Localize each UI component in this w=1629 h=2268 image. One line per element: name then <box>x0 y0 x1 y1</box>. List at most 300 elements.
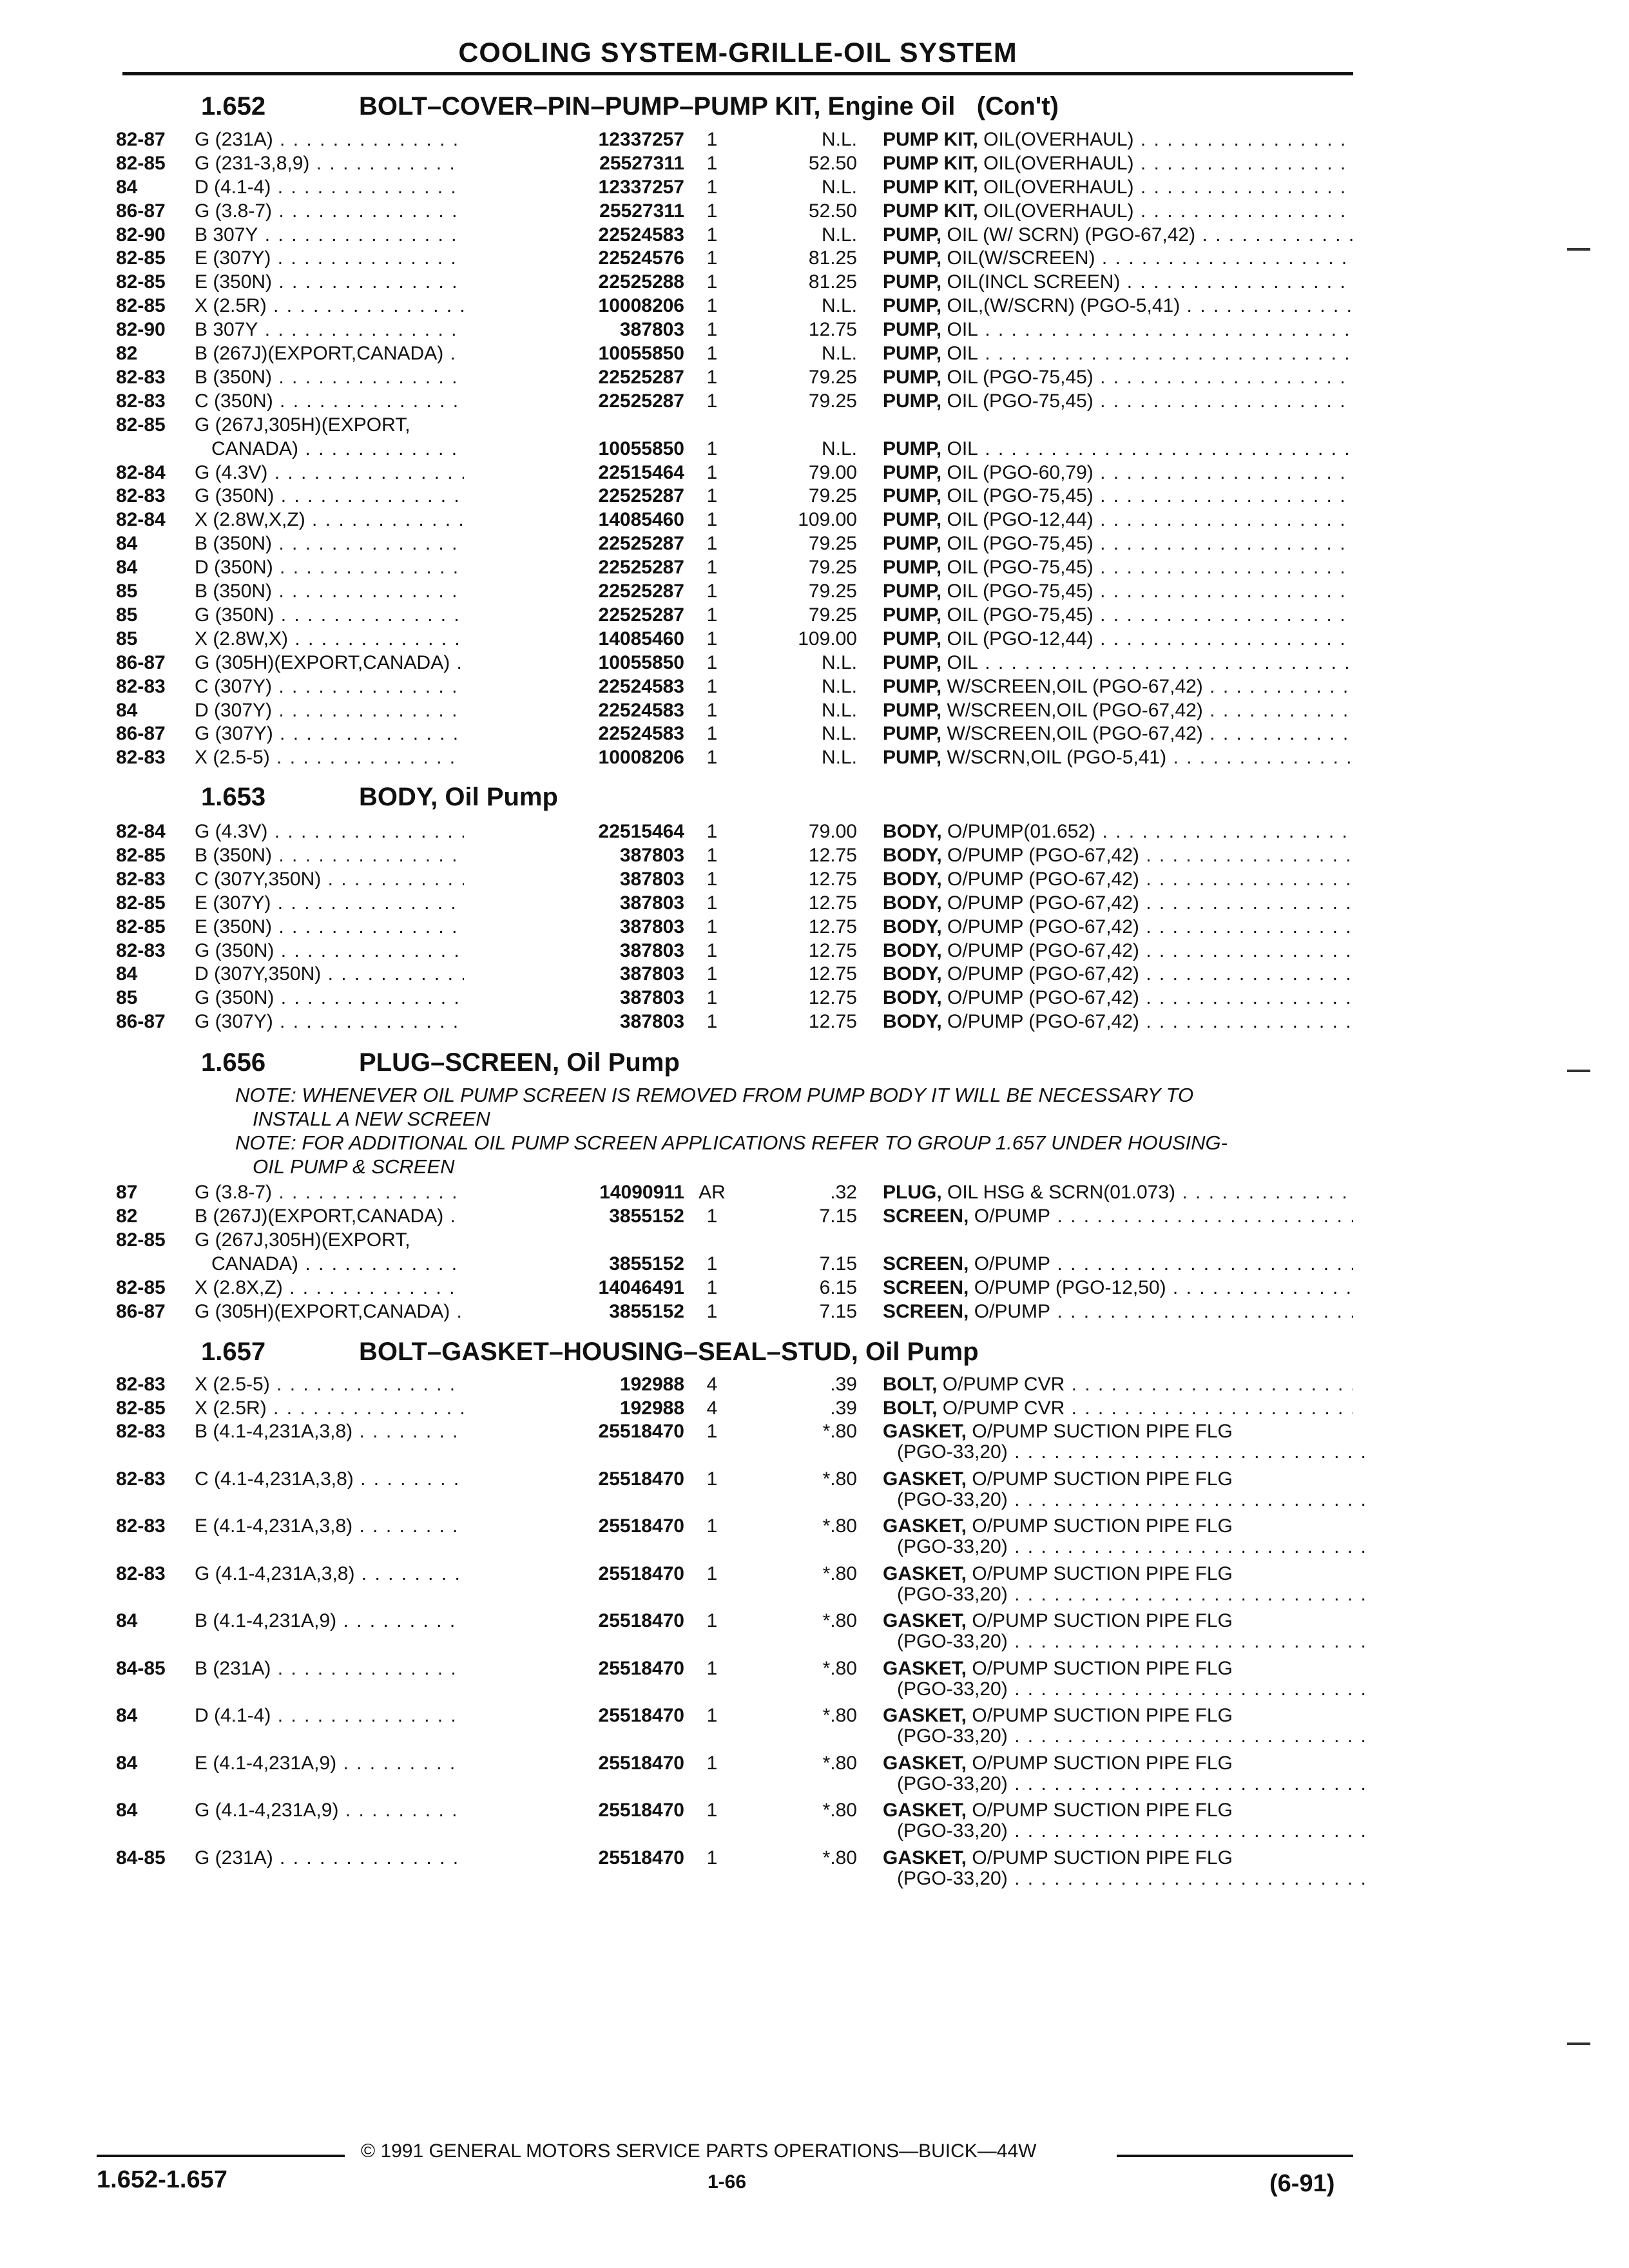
row-description-continuation: (PGO-33,20) . . . <box>897 1440 1367 1464</box>
row-description <box>883 651 1353 675</box>
row-description <box>883 579 1353 603</box>
row-application: G (305H)(EXPORT,CANADA) . . . <box>195 651 562 675</box>
table-row <box>0 820 1629 843</box>
row-quantity: AR <box>699 1182 726 1203</box>
row-description-keyword: SCREEN, <box>883 1277 969 1298</box>
row-part-number: 387803 <box>464 962 684 986</box>
row-application: G (350N) . . . <box>195 939 562 963</box>
row-quantity: 1 <box>706 509 718 530</box>
row-description-text: O/PUMP SUCTION PIPE FLG <box>967 1753 1233 1774</box>
table-row <box>0 555 1629 579</box>
row-description-keyword: PUMP, <box>883 747 942 768</box>
row-year: 84 <box>116 1705 138 1726</box>
row-price: N.L. <box>821 747 857 768</box>
row-application: G (350N) . . . <box>195 484 562 508</box>
section-note: NOTE: FOR ADDITIONAL OIL PUMP SCREEN APPLICATIONS REFER TO GROUP 1.657 UNDER HOUSING- <box>235 1131 1228 1154</box>
row-description-keyword: GASKET, <box>883 1658 967 1679</box>
row-description <box>883 986 1353 1010</box>
row-part-number: 387803 <box>464 1010 684 1033</box>
section-title-main: BOLT–COVER–PIN–PUMP–PUMP <box>359 92 768 120</box>
row-part-number: 387803 <box>464 986 684 1010</box>
row-price: 12.75 <box>808 916 857 937</box>
row-description <box>883 246 1353 270</box>
table-row <box>0 1276 1629 1300</box>
row-description <box>883 1300 1353 1323</box>
row-description-text: O/PUMP SUCTION PIPE FLG <box>967 1847 1233 1869</box>
row-application: X (2.5R) . . . <box>195 1396 562 1420</box>
row-description <box>883 603 1353 627</box>
row-description-continuation: (PGO-33,20) . . . <box>897 1535 1367 1559</box>
row-application: B (350N) . . . <box>195 579 562 603</box>
row-description-keyword: PUMP, <box>883 485 942 506</box>
row-quantity: 1 <box>706 604 718 626</box>
row-quantity: 1 <box>706 319 718 340</box>
row-part-number: 12337257 <box>464 128 684 151</box>
table-row-continuation <box>0 1535 1629 1559</box>
row-description <box>883 1010 1353 1033</box>
table-row <box>0 1252 1629 1276</box>
row-year: 82-83 <box>116 485 166 506</box>
row-quantity: 1 <box>706 247 718 269</box>
row-year: 82-85 <box>116 153 166 174</box>
row-price: N.L. <box>821 343 857 364</box>
row-description <box>883 675 1353 698</box>
row-application: B (4.1-4,231A,9) . . . <box>195 1609 562 1633</box>
row-part-number: 387803 <box>464 915 684 939</box>
row-price: 7.15 <box>819 1301 857 1322</box>
page-title: COOLING SYSTEM-GRILLE-OIL SYSTEM <box>458 37 1017 68</box>
row-quantity: 1 <box>706 676 718 697</box>
row-description <box>883 175 1353 199</box>
row-application: X (2.8W,X) . . . <box>195 627 562 651</box>
row-price: 79.25 <box>808 485 857 506</box>
table-row <box>0 1300 1629 1323</box>
row-description <box>883 199 1353 223</box>
row-quantity: 1 <box>706 485 718 506</box>
row-part-number: 14046491 <box>464 1276 684 1300</box>
row-description-keyword: SCREEN, <box>883 1206 969 1227</box>
row-price: 79.00 <box>808 821 857 842</box>
row-description-text: O/PUMP (PGO-67,42) <box>941 845 1139 866</box>
row-part-number: 22524583 <box>464 698 684 722</box>
row-part-number: 387803 <box>464 891 684 915</box>
row-part-number: 3855152 <box>464 1300 684 1323</box>
row-description-text: O/PUMP SUCTION PIPE FLG <box>967 1563 1233 1584</box>
row-part-number: 22525287 <box>464 532 684 555</box>
row-application: G (305H)(EXPORT,CANADA) . . . <box>195 1300 562 1323</box>
table-row <box>0 128 1629 151</box>
row-application: X (2.5R) . . . <box>195 294 562 318</box>
row-description-text: OIL,(W/SCRN) (PGO-5,41) <box>941 295 1181 316</box>
row-part-number: 387803 <box>464 318 684 341</box>
row-application: C (307Y) . . . <box>195 675 562 698</box>
row-part-number: 10055850 <box>464 341 684 365</box>
row-description-continuation: (PGO-33,20) . . . <box>897 1724 1367 1748</box>
row-application: G (4.3V) . . . <box>195 461 562 485</box>
row-application: B 307Y . . . <box>195 223 562 247</box>
row-quantity: 1 <box>706 987 718 1008</box>
table-row <box>0 532 1629 555</box>
row-description-keyword: GASKET, <box>883 1847 967 1869</box>
row-description-text: O/PUMP (PGO-67,42) <box>941 963 1139 985</box>
row-part-number: 25518470 <box>464 1657 684 1680</box>
row-part-number: 14085460 <box>464 508 684 532</box>
row-description-keyword: SCREEN, <box>883 1301 969 1322</box>
section-title-main: BODY, <box>359 783 438 811</box>
row-description <box>883 820 1353 843</box>
row-price: 79.25 <box>808 557 857 578</box>
row-price: N.L. <box>821 676 857 697</box>
row-description-text: OIL HSG & SCRN(01.073) <box>941 1182 1176 1203</box>
row-price: 81.25 <box>808 271 857 293</box>
row-description-text: OIL(INCL SCREEN) <box>941 271 1121 293</box>
row-year: 82-85 <box>116 414 166 436</box>
row-quantity: 1 <box>706 200 718 222</box>
row-description-text: OIL (PGO-12,44) <box>941 509 1094 530</box>
row-application: E (4.1-4,231A,3,8) . . . <box>195 1514 562 1538</box>
row-price: 79.25 <box>808 390 857 412</box>
row-description-keyword: GASKET, <box>883 1421 967 1442</box>
table-row <box>0 341 1629 365</box>
row-description-text: OIL(OVERHAUL) <box>978 153 1134 174</box>
row-description-keyword: BODY, <box>883 940 942 961</box>
row-year: 84 <box>116 1800 138 1821</box>
row-year: 82-85 <box>116 295 166 316</box>
row-part-number: 25527311 <box>464 199 684 223</box>
row-description <box>883 223 1353 247</box>
section-note: OIL PUMP & SCREEN <box>253 1155 455 1178</box>
row-description-text: O/PUMP CVR <box>937 1374 1065 1395</box>
row-part-number: 192988 <box>464 1372 684 1396</box>
row-part-number: 25518470 <box>464 1562 684 1586</box>
row-year: 84 <box>116 700 138 721</box>
row-year: 86-87 <box>116 200 166 222</box>
row-application: B (267J)(EXPORT,CANADA) . . . <box>195 341 562 365</box>
row-description-keyword: SCREEN, <box>883 1253 969 1274</box>
row-description <box>883 270 1353 294</box>
section-title-rest: Oil Pump <box>858 1338 979 1366</box>
row-year: 84-85 <box>116 1847 166 1869</box>
row-description-continuation: (PGO-33,20) . . . <box>897 1867 1367 1890</box>
row-year: 82-83 <box>116 1515 166 1537</box>
row-price: *.80 <box>822 1421 857 1442</box>
row-price: 79.25 <box>808 533 857 554</box>
row-quantity: 1 <box>706 295 718 316</box>
row-description-text: OIL (PGO-75,45) <box>941 581 1094 602</box>
row-application: D (350N) . . . <box>195 555 562 579</box>
table-row <box>0 389 1629 413</box>
row-part-number: 3855152 <box>464 1252 684 1276</box>
row-year: 85 <box>116 604 138 626</box>
table-row <box>0 843 1629 867</box>
row-part-number: 22525287 <box>464 603 684 627</box>
row-price: 81.25 <box>808 247 857 269</box>
row-description <box>883 1180 1353 1204</box>
row-quantity: 1 <box>706 1421 718 1442</box>
row-description-keyword: PUMP, <box>883 390 942 412</box>
row-description <box>883 1372 1353 1396</box>
section-number: 1.656 <box>201 1048 266 1077</box>
row-part-number: 25518470 <box>464 1419 684 1443</box>
row-description <box>883 1396 1353 1420</box>
row-description-keyword: GASKET, <box>883 1610 967 1631</box>
row-year: 84 <box>116 963 138 985</box>
row-description-text: OIL (PGO-75,45) <box>941 485 1094 506</box>
table-row <box>0 1228 1629 1252</box>
footer-section-range: 1.652-1.657 <box>97 2166 227 2193</box>
row-part-number: 22525287 <box>464 555 684 579</box>
row-description <box>883 365 1353 389</box>
table-row <box>0 722 1629 745</box>
row-description-keyword: BOLT, <box>883 1398 938 1419</box>
row-quantity: 1 <box>706 916 718 937</box>
row-description <box>883 1276 1353 1300</box>
row-description-text: O/PUMP SUCTION PIPE FLG <box>967 1705 1233 1726</box>
margin-mark <box>1567 248 1590 251</box>
row-description <box>883 389 1353 413</box>
row-description-keyword: PUMP, <box>883 224 942 245</box>
row-quantity: 1 <box>706 1847 718 1869</box>
row-part-number: 192988 <box>464 1396 684 1420</box>
row-description-keyword: PUMP, <box>883 676 942 697</box>
row-description-continuation: (PGO-33,20) . . . <box>897 1488 1367 1512</box>
row-description-continuation: (PGO-33,20) . . . <box>897 1629 1367 1653</box>
row-price: 79.00 <box>808 462 857 483</box>
row-description-text: O/PUMP CVR <box>937 1398 1065 1419</box>
row-description <box>883 318 1353 341</box>
row-quantity: 1 <box>706 940 718 961</box>
table-row <box>0 651 1629 675</box>
row-description-keyword: BODY, <box>883 916 942 937</box>
row-quantity: 1 <box>706 1277 718 1298</box>
row-description-keyword: GASKET, <box>883 1468 967 1490</box>
row-description-keyword: PUMP, <box>883 700 942 721</box>
row-price: 12.75 <box>808 1011 857 1032</box>
row-description-keyword: BODY, <box>883 1011 942 1032</box>
row-price: *.80 <box>822 1563 857 1584</box>
row-description-text: W/SCREEN,OIL (PGO-67,42) <box>941 723 1203 744</box>
row-description-keyword: PUMP, <box>883 247 942 269</box>
row-application: X (2.8W,X,Z) . . . <box>195 508 562 532</box>
table-row-continuation <box>0 1582 1629 1606</box>
row-year: 82-85 <box>116 892 166 914</box>
row-description-text: O/PUMP SUCTION PIPE FLG <box>967 1515 1233 1537</box>
section-title-rest: Oil Pump <box>438 783 558 811</box>
row-application: D (4.1-4) . . . <box>195 175 562 199</box>
footer-date: (6-91) <box>1269 2170 1335 2197</box>
row-price: N.L. <box>821 295 857 316</box>
table-row <box>0 698 1629 722</box>
row-part-number: 22524583 <box>464 223 684 247</box>
row-application: E (350N) . . . <box>195 915 562 939</box>
row-year: 82-83 <box>116 367 166 388</box>
row-description-text: OIL(W/SCREEN) <box>941 247 1095 269</box>
row-application: E (307Y) . . . <box>195 891 562 915</box>
row-description <box>883 1204 1353 1228</box>
row-application: G (3.8-7) . . . <box>195 1180 562 1204</box>
row-year: 82-83 <box>116 747 166 768</box>
table-row-continuation <box>0 1488 1629 1512</box>
row-application: G (267J,305H)(EXPORT, <box>195 1229 410 1251</box>
row-description-keyword: BODY, <box>883 987 942 1008</box>
row-year: 82-83 <box>116 940 166 961</box>
row-description-text: O/PUMP <box>969 1206 1051 1227</box>
row-price: 12.75 <box>808 963 857 985</box>
table-row-continuation <box>0 1772 1629 1796</box>
row-year: 82-84 <box>116 462 166 483</box>
row-price: 79.25 <box>808 367 857 388</box>
row-quantity: 1 <box>706 1301 718 1322</box>
row-application: C (350N) . . . <box>195 389 562 413</box>
row-description-keyword: BODY, <box>883 892 942 914</box>
footer-copyright: © 1991 GENERAL MOTORS SERVICE PARTS OPERATIONS—BUICK—44W <box>361 2140 1037 2162</box>
row-price: 12.75 <box>808 869 857 890</box>
row-price: 12.75 <box>808 845 857 866</box>
row-description-text: OIL (PGO-75,45) <box>941 557 1094 578</box>
row-application: G (4.1-4,231A,3,8) . . . <box>195 1562 562 1586</box>
row-year: 82-85 <box>116 1229 166 1251</box>
section-note: NOTE: WHENEVER OIL PUMP SCREEN IS REMOVED FROM PUMP BODY IT WILL BE NECESSARY TO <box>235 1084 1194 1106</box>
row-quantity: 1 <box>706 177 718 198</box>
row-description <box>883 722 1353 745</box>
row-price: .32 <box>830 1182 857 1203</box>
row-year: 82-83 <box>116 1374 166 1395</box>
row-description-text: O/PUMP SUCTION PIPE FLG <box>967 1800 1233 1821</box>
row-part-number: 14090911 <box>464 1180 684 1204</box>
row-part-number: 10055850 <box>464 437 684 461</box>
row-description-text: O/PUMP SUCTION PIPE FLG <box>967 1468 1233 1490</box>
row-price: N.L. <box>821 700 857 721</box>
row-part-number: 10008206 <box>464 745 684 769</box>
row-description-text: O/PUMP (PGO-67,42) <box>941 1011 1139 1032</box>
row-description <box>883 745 1353 769</box>
row-part-number: 22515464 <box>464 461 684 485</box>
row-description-continuation: (PGO-33,20) . . . <box>897 1772 1367 1796</box>
row-year: 84 <box>116 177 138 198</box>
table-row-continuation <box>0 1724 1629 1748</box>
row-year: 82 <box>116 343 138 364</box>
row-year: 82-83 <box>116 390 166 412</box>
row-quantity: 1 <box>706 367 718 388</box>
row-price: *.80 <box>822 1610 857 1631</box>
row-part-number: 22525287 <box>464 365 684 389</box>
row-price: N.L. <box>821 224 857 245</box>
row-year: 82-90 <box>116 319 166 340</box>
row-description-text: OIL (PGO-75,45) <box>941 390 1094 412</box>
row-quantity: 1 <box>706 869 718 890</box>
row-application: G (350N) . . . <box>195 986 562 1010</box>
row-description-text: W/SCREEN,OIL (PGO-67,42) <box>941 700 1203 721</box>
row-description <box>883 891 1353 915</box>
row-application: D (4.1-4) . . . <box>195 1704 562 1727</box>
row-quantity: 1 <box>706 1800 718 1821</box>
row-year: 82-83 <box>116 1421 166 1442</box>
row-part-number: 25518470 <box>464 1514 684 1538</box>
row-description-text: OIL <box>941 438 978 459</box>
row-year: 85 <box>116 628 138 649</box>
row-description-keyword: BODY, <box>883 963 942 985</box>
row-description-keyword: GASKET, <box>883 1705 967 1726</box>
row-application: B (350N) . . . <box>195 843 562 867</box>
row-application: G (350N) . . . <box>195 603 562 627</box>
row-year: 84 <box>116 557 138 578</box>
row-part-number: 25518470 <box>464 1846 684 1870</box>
row-description-text: OIL (W/ SCRN) (PGO-67,42) <box>941 224 1196 245</box>
table-row <box>0 270 1629 294</box>
row-description-keyword: PUMP, <box>883 271 942 293</box>
row-description-text: OIL (PGO-75,45) <box>941 533 1094 554</box>
row-application: B (4.1-4,231A,3,8) . . . <box>195 1419 562 1443</box>
row-price: 7.15 <box>819 1206 857 1227</box>
row-year: 84 <box>116 533 138 554</box>
table-row-continuation <box>0 1819 1629 1843</box>
row-quantity: 1 <box>706 723 718 744</box>
row-description-text: OIL(OVERHAUL) <box>978 200 1134 222</box>
table-row <box>0 294 1629 318</box>
row-application: E (4.1-4,231A,9) . . . <box>195 1751 562 1775</box>
row-part-number: 22515464 <box>464 820 684 843</box>
row-application: D (307Y,350N) . . . <box>195 962 562 986</box>
row-part-number: 10055850 <box>464 651 684 675</box>
row-year: 85 <box>116 581 138 602</box>
row-description-keyword: PUMP, <box>883 367 942 388</box>
row-description-text: O/PUMP SUCTION PIPE FLG <box>967 1421 1233 1442</box>
row-quantity: 1 <box>706 652 718 673</box>
section-title <box>359 782 558 812</box>
row-application: B (350N) . . . <box>195 365 562 389</box>
row-application: G (231-3,8,9) . . . <box>195 151 562 175</box>
table-row <box>0 962 1629 986</box>
row-description-keyword: PUMP KIT, <box>883 177 978 198</box>
row-part-number: 10008206 <box>464 294 684 318</box>
row-application: B (267J)(EXPORT,CANADA) . . . <box>195 1204 562 1228</box>
row-description-text: OIL (PGO-75,45) <box>941 367 1094 388</box>
row-description <box>883 939 1353 963</box>
row-year: 82-83 <box>116 869 166 890</box>
section-title-rest: KIT, Engine Oil (Con't) <box>767 92 1059 120</box>
row-part-number: 387803 <box>464 939 684 963</box>
table-row <box>0 986 1629 1010</box>
row-year: 82-84 <box>116 509 166 530</box>
row-price: 12.75 <box>808 940 857 961</box>
row-description-keyword: PUMP, <box>883 295 942 316</box>
margin-mark <box>1567 1070 1590 1072</box>
table-row <box>0 175 1629 199</box>
row-part-number: 25518470 <box>464 1467 684 1491</box>
table-row <box>0 627 1629 651</box>
section-title <box>359 91 1059 121</box>
section-number: 1.653 <box>201 783 266 811</box>
row-quantity: 1 <box>706 153 718 174</box>
row-description-keyword: PUMP, <box>883 581 942 602</box>
row-price: 12.75 <box>808 319 857 340</box>
margin-mark <box>1567 2042 1590 2045</box>
row-description <box>883 915 1353 939</box>
row-price: *.80 <box>822 1468 857 1490</box>
row-description-keyword: PUMP KIT, <box>883 200 978 222</box>
table-row-continuation <box>0 1867 1629 1890</box>
row-description <box>883 532 1353 555</box>
row-description <box>883 151 1353 175</box>
row-price: *.80 <box>822 1705 857 1726</box>
row-description-keyword: BODY, <box>883 845 942 866</box>
row-quantity: 1 <box>706 390 718 412</box>
row-description-keyword: PUMP, <box>883 533 942 554</box>
row-description-keyword: PUMP, <box>883 509 942 530</box>
row-description-text: O/PUMP (PGO-67,42) <box>941 940 1139 961</box>
row-year: 86-87 <box>116 652 166 673</box>
row-description <box>883 484 1353 508</box>
